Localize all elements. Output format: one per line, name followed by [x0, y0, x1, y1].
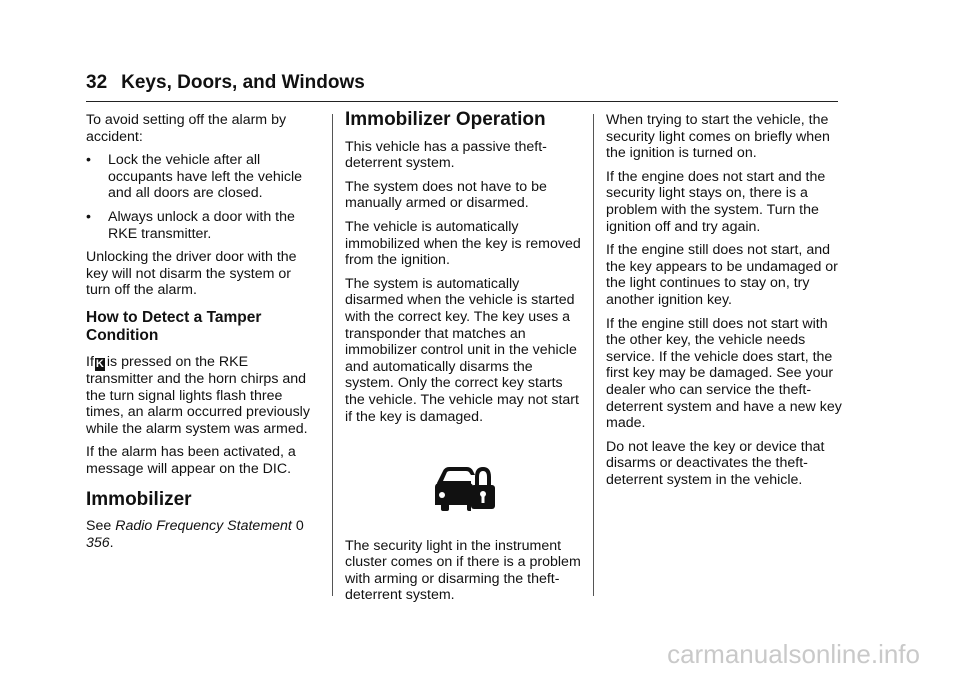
paragraph: This vehicle has a passive theft-deterrent system. — [345, 138, 547, 172]
unlock-note: Unlocking the driver door with the key will not disarm the system or turn off the alarm. — [86, 249, 297, 299]
page-arrow-icon: 0 — [295, 518, 304, 535]
column-divider — [332, 114, 333, 596]
paragraph: Do not leave the key or device that disarms or deactivates the theft-deterrent system in the vehicle. — [606, 438, 825, 488]
header-rule — [86, 101, 838, 102]
section-title: Keys, Doors, and Windows — [121, 72, 365, 93]
paragraph: If the engine does not start and the security light stays on, there is a problem with the system. Turn the ignition off and try again. — [606, 168, 826, 235]
see-prefix: See — [86, 518, 112, 535]
paragraph: If the engine still does not start with the other key, the vehicle needs service. If the vehicle does start, the first key may be damaged. See your dealer who can service the theft-deterrent system and have a new key made. — [606, 315, 842, 432]
bullet-text: Lock the vehicle after all occupants have left the vehicle and all doors are closed. — [108, 152, 303, 202]
immobilizer-operation-heading: Immobilizer Operation — [345, 109, 546, 130]
column-3 — [606, 112, 842, 495]
panic-key-icon: K — [95, 357, 104, 370]
immobilizer-heading: Immobilizer — [86, 488, 192, 510]
tamper-heading: How to Detect a Tamper Condition — [86, 308, 262, 345]
security-light-icon — [431, 461, 495, 518]
bullet-text: Always unlock a door with the RKE transmitter. — [108, 208, 295, 242]
see-reference — [86, 518, 316, 551]
paragraph: If the engine still does not start, and the key appears to be undamaged or the light continues to stay on, try another ignition key. — [606, 242, 838, 308]
see-link[interactable]: Radio Frequency Statement — [115, 518, 292, 535]
see-page[interactable]: 356 — [86, 534, 110, 551]
tamper-post: is pressed on the RKE transmitter and the horn chirps and the turn signal lights flash three times, an alarm occurred previously while the alarm system was armed. — [86, 353, 310, 437]
see-period: . — [109, 534, 114, 551]
paragraph: The vehicle is automatically immobilized when the key is removed from the ignition. — [345, 218, 581, 269]
paragraph: When trying to start the vehicle, the security light comes on briefly when the ignition is turned on. — [606, 112, 830, 162]
list-item — [86, 152, 316, 202]
paragraph: The system does not have to be manually armed or disarmed. — [345, 178, 547, 212]
bullet-dot: • — [86, 152, 91, 169]
tamper-pre: If — [86, 353, 94, 370]
tamper-paragraph — [86, 354, 316, 437]
page-number: 32 — [86, 72, 108, 93]
watermark: carmanualsonline.info — [667, 639, 920, 669]
security-light-note: The security light in the instrument cluster comes on if there is a problem with arming or disarming the theft-deterrent system. — [345, 537, 581, 604]
column-divider — [593, 114, 594, 596]
list-item — [86, 209, 316, 242]
page-header — [86, 72, 365, 94]
alarm-intro: To avoid setting off the alarm by accident: — [86, 112, 287, 145]
paragraph: The system is automatically disarmed when the vehicle is started with the correct key. The key uses a transponder that matches an immobilizer control unit in the vehicle and automatically disarms the system. Only the correct key starts the vehicle. The vehicle may not start if the key is damaged. — [345, 275, 579, 425]
activated-note: If the alarm has been activated, a message will appear on the DIC. — [86, 444, 296, 477]
bullet-dot: • — [86, 208, 91, 225]
column-2 — [345, 109, 581, 611]
column-1 — [86, 112, 316, 558]
